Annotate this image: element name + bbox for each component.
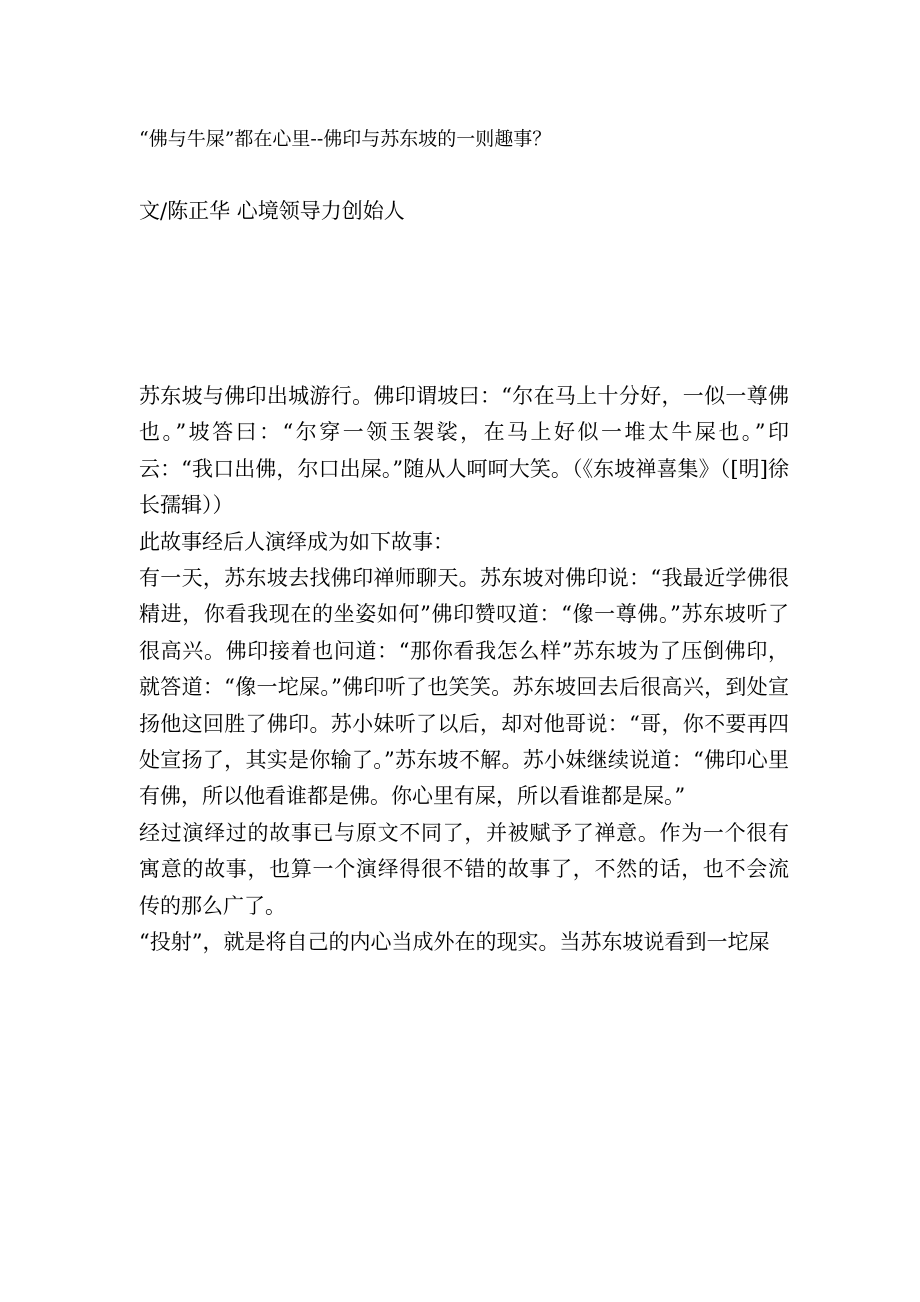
author-byline: 文/陈正华 心境领导力创始人 xyxy=(139,199,405,223)
paragraph-transition: 此故事经后人演绎成为如下故事： xyxy=(139,529,454,554)
document-title: “佛与牛屎”都在心里--佛印与苏东坡的一则趣事？ xyxy=(139,128,552,150)
paragraph-projection: “投射”，就是将自己的内心当成外在的现实。当苏东坡说看到一坨屎 xyxy=(139,930,770,955)
paragraph-original-story: 苏东坡与佛印出城游行。佛印谓坡曰：“尔在马上十分好，一似一尊佛也。”坡答曰：“尔穿一领玉袈裟，在马上好似一堆太牛屎也。”印云：“我口出佛，尔口出屎。”随从人呵呵大笑。（《东坡禅喜集》（[明]徐长孺辑）） xyxy=(139,384,789,518)
paragraph-adapted-story: 有一天，苏东坡去找佛印禅师聊天。苏东坡对佛印说：“我最近学佛很精进，你看我现在的坐姿如何”佛印赞叹道：“像一尊佛。”苏东坡听了很高兴。佛印接着也问道：“那你看我怎么样”苏东坡为了压倒佛印，就答道：“像一坨屎。”佛印听了也笑笑。苏东坡回去后很高兴，到处宣扬他这回胜了佛印。苏小妹听了以后，却对他哥说：“哥，你不要再四处宣扬了，其实是你输了。”苏东坡不解。苏小妹继续说道：“佛印心里有佛，所以他看谁都是佛。你心里有屎，所以看谁都是屎。” xyxy=(139,566,789,809)
paragraph-commentary: 经过演绎过的故事已与原文不同了，并被赋予了禅意。作为一个很有寓意的故事，也算一个演绎得很不错的故事了，不然的话，也不会流传的那么广了。 xyxy=(139,820,789,918)
document-body xyxy=(139,378,789,961)
